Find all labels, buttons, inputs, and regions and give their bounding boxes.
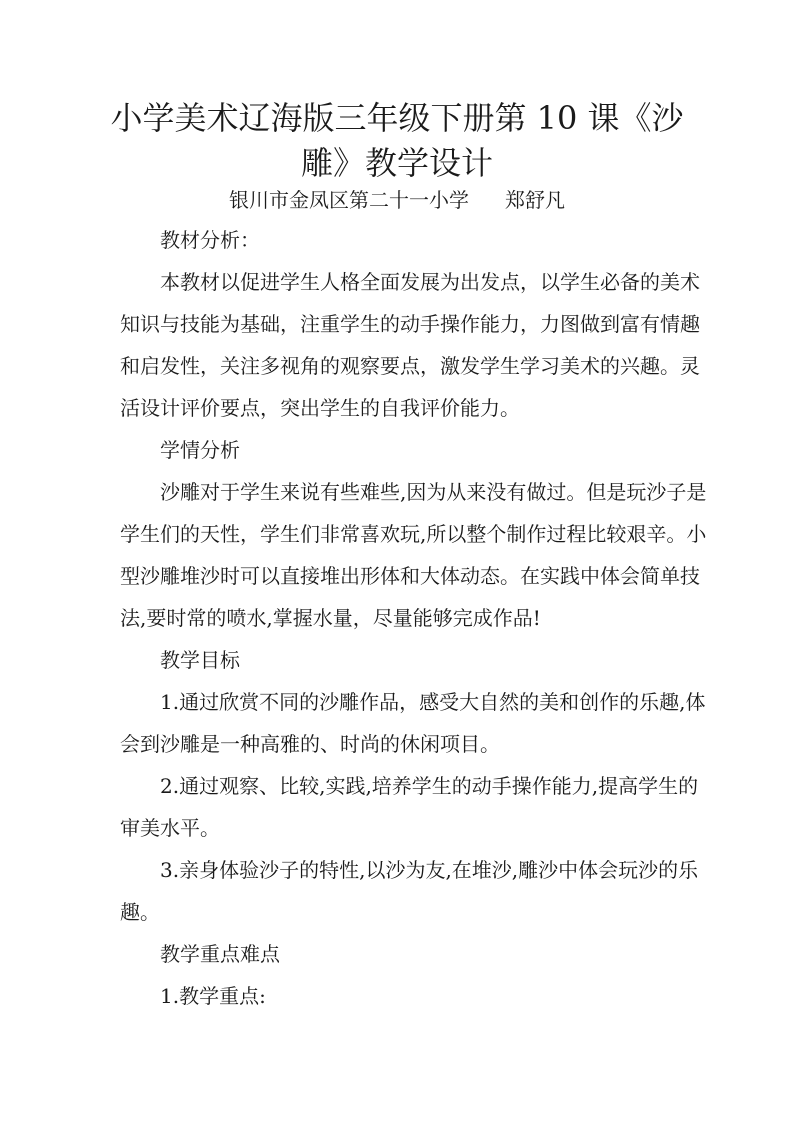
paragraph-line: 学生们的天性，学生们非常喜欢玩,所以整个制作过程比较艰辛。小 bbox=[120, 522, 707, 546]
author-name: 郑舒凡 bbox=[505, 188, 565, 212]
paragraph-line: 1.教学重点: bbox=[160, 984, 266, 1008]
paragraph-line: 趣。 bbox=[120, 900, 160, 924]
paragraph-line: 1.通过欣赏不同的沙雕作品，感受大自然的美和创作的乐趣,体 bbox=[160, 690, 706, 714]
document-title-line-2: 雕》教学设计 bbox=[300, 144, 493, 182]
paragraph-line: 沙雕对于学生来说有些难些,因为从来没有做过。但是玩沙子是 bbox=[160, 480, 707, 504]
paragraph-line: 3.亲身体验沙子的特性,以沙为友,在堆沙,雕沙中体会玩沙的乐 bbox=[160, 858, 699, 882]
section-heading-goal: 教学目标 bbox=[160, 648, 240, 672]
author-line bbox=[120, 186, 674, 214]
paragraph-line: 型沙雕堆沙时可以直接堆出形体和大体动态。在实践中体会简单技 bbox=[120, 564, 700, 588]
paragraph-line: 本教材以促进学生人格全面发展为出发点，以学生必备的美术 bbox=[160, 270, 700, 294]
paragraph-line: 2.通过观察、比较,实践,培养学生的动手操作能力,提高学生的 bbox=[160, 774, 699, 798]
document-title-line-1: 小学美术辽海版三年级下册第 10 课《沙 bbox=[110, 99, 684, 137]
paragraph-line: 活设计评价要点，突出学生的自我评价能力。 bbox=[120, 396, 520, 420]
paragraph-line: 会到沙雕是一种高雅的、时尚的休闲项目。 bbox=[120, 732, 500, 756]
section-heading-student: 学情分析 bbox=[160, 438, 240, 462]
author-school: 银川市金凤区第二十一小学 bbox=[229, 188, 469, 212]
paragraph-line: 和启发性，关注多视角的观察要点，激发学生学习美术的兴趣。灵 bbox=[120, 354, 700, 378]
paragraph-line: 审美水平。 bbox=[120, 816, 220, 840]
section-heading-material: 教材分析： bbox=[160, 228, 260, 252]
paragraph-line: 法,要时常的喷水,掌握水量，尽量能够完成作品! bbox=[120, 606, 541, 630]
section-heading-key-points: 教学重点难点 bbox=[160, 942, 280, 966]
paragraph-line: 知识与技能为基础，注重学生的动手操作能力，力图做到富有情趣 bbox=[120, 312, 700, 336]
